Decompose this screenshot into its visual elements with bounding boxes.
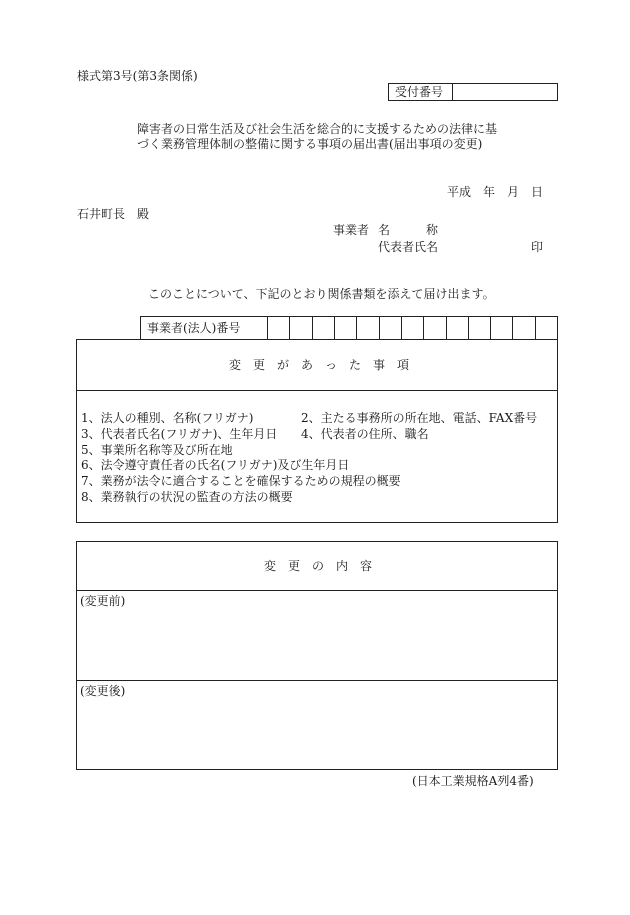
representative-name-label: 代表者氏名 [378,240,439,254]
after-change-label: (変更後) [80,684,126,698]
seal-mark: 印 [531,240,544,254]
list-item: 8、業務執行の状況の監査の方法の概要 [81,490,293,504]
business-number-digit[interactable] [313,317,335,340]
business-number-digit[interactable] [380,317,402,340]
divider [76,680,558,681]
business-number-digit[interactable] [402,317,424,340]
applicant-name-label: 名 称 [378,223,439,237]
list-item: 4、代表者の住所、職名 [301,427,429,441]
list-item: 6、法令遵守責任者の氏名(フリガナ)及び生年月日 [81,458,350,472]
business-number-label: 事業者(法人)番号 [141,317,268,340]
list-item: 5、事業所名称等及び所在地 [81,443,233,457]
receipt-number-box [388,83,558,101]
divider [76,590,558,591]
form-number: 様式第3号(第3条関係) [77,69,198,83]
business-number-digit[interactable] [513,317,535,340]
after-change-field[interactable] [77,700,557,769]
business-number-digit[interactable] [335,317,357,340]
business-number-row [140,316,558,340]
paper-size-note: (日本工業規格A列4番) [412,774,534,788]
before-change-field[interactable] [77,610,557,679]
list-item: 2、主たる事務所の所在地、電話、FAX番号 [301,411,538,425]
submission-statement: このことについて、下記のとおり関係書類を添えて届け出ます。 [148,287,495,301]
change-content-header: 変 更 の 内 容 [264,559,373,573]
applicant-label: 事業者 [333,223,370,237]
list-item: 3、代表者氏名(フリガナ)、生年月日 [81,427,278,441]
divider [76,390,558,391]
list-item: 7、業務が法令に適合することを確保するための規程の概要 [81,474,401,488]
addressee: 石井町長 殿 [77,207,150,221]
business-number-digit[interactable] [536,317,557,340]
business-number-digit[interactable] [424,317,446,340]
document-title-line2: づく業務管理体制の整備に関する事項の届出書(届出事項の変更) [137,137,483,151]
receipt-number-label: 受付番号 [389,84,453,100]
business-number-digit[interactable] [357,317,379,340]
business-number-digit[interactable] [290,317,312,340]
changed-items-header: 変 更 が あ っ た 事 項 [229,358,410,372]
business-number-digit[interactable] [447,317,469,340]
business-number-digit[interactable] [491,317,513,340]
before-change-label: (変更前) [80,594,126,608]
business-number-digit[interactable] [268,317,290,340]
business-number-digit[interactable] [469,317,491,340]
receipt-number-field[interactable] [453,84,557,100]
date-line: 平成 年 月 日 [447,185,544,199]
document-title-line1: 障害者の日常生活及び社会生活を総合的に支援するための法律に基 [137,122,498,136]
list-item: 1、法人の種別、名称(フリガナ) [81,411,254,425]
